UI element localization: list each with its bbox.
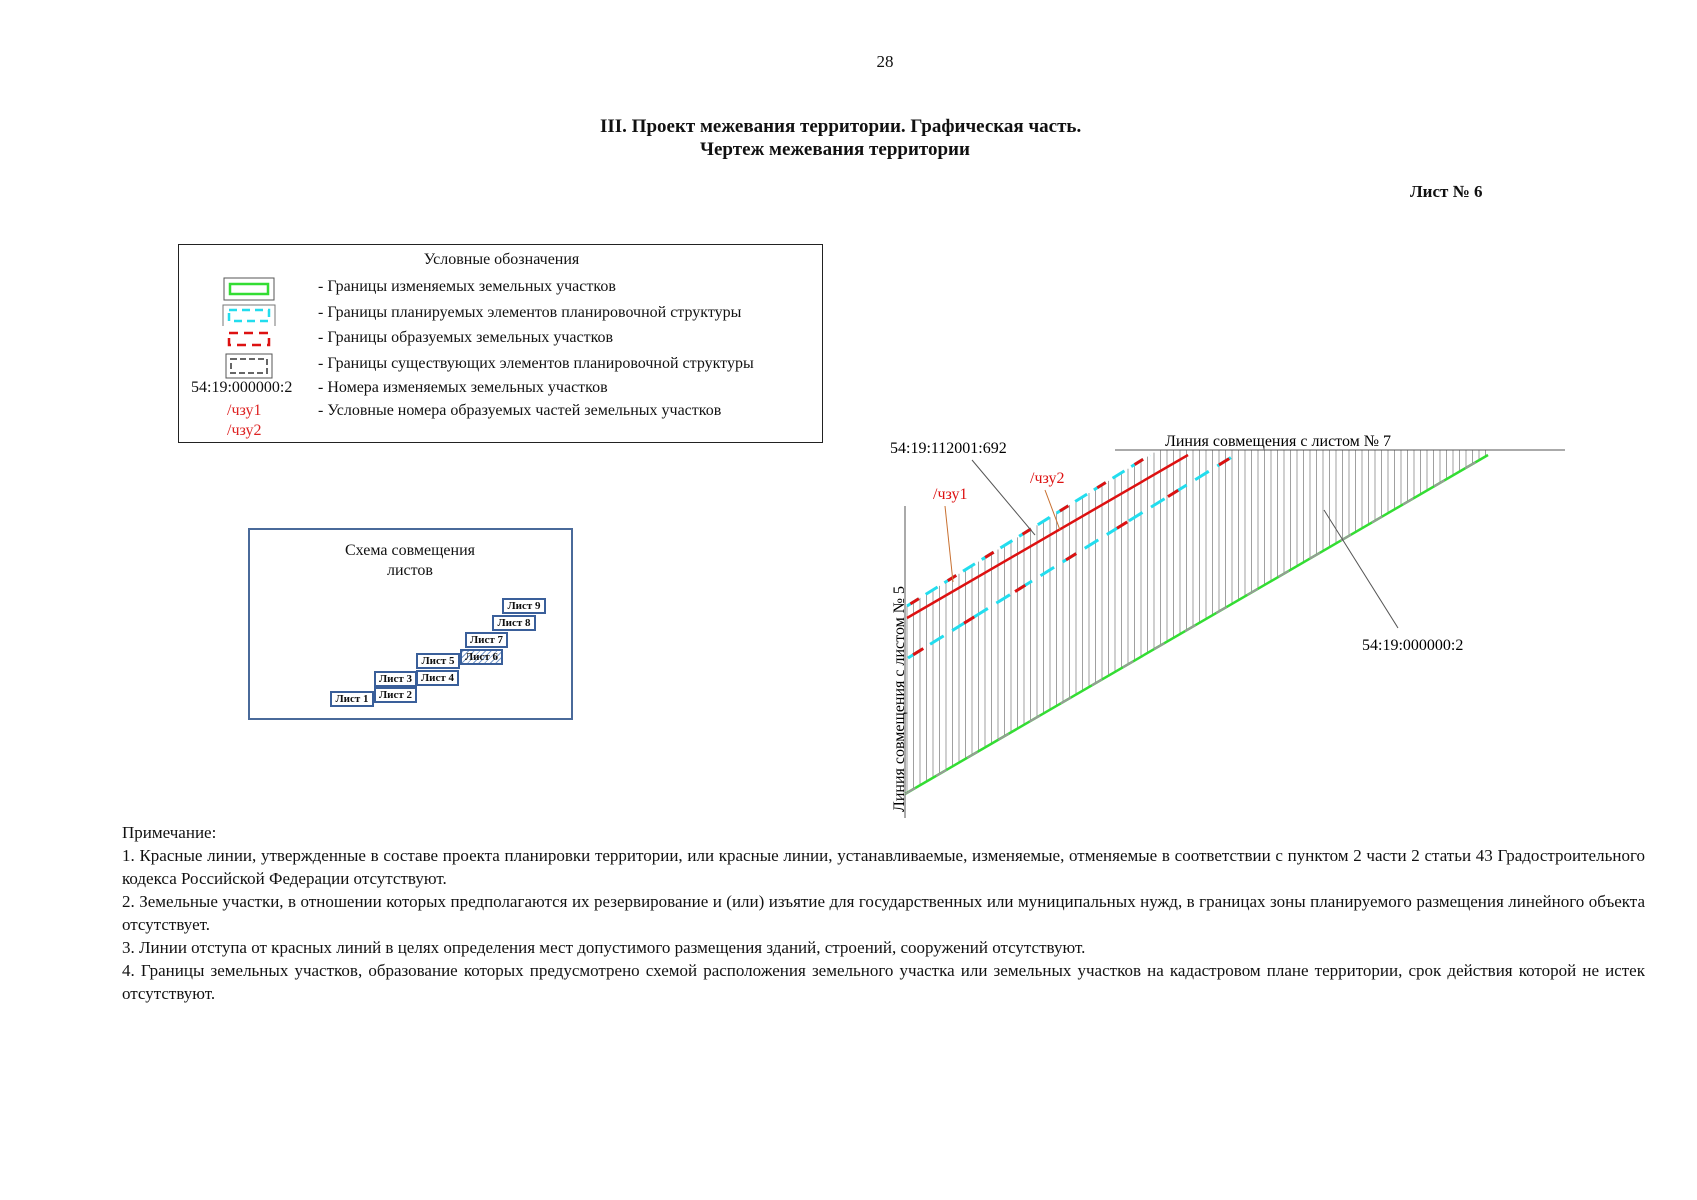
top-junction-label: Линия совмещения с листом № 7: [1165, 433, 1392, 450]
legend-title: Условные обозначения: [423, 251, 580, 268]
scheme-sheet-4: Лист 4: [416, 670, 459, 686]
left-junction-label: Линия совмещения с листом № 5: [891, 585, 908, 812]
legend-item-text: - Границы изменяемых земельных участков: [318, 278, 616, 295]
parcel-number-label: 54:19:112001:692: [890, 440, 1007, 457]
green-boundary-bottom: [905, 455, 1488, 794]
legend-item-text: - Границы существующих элементов планировочной структуры: [318, 355, 754, 372]
document-title: III. Проект межевания территории. Графическая часть.: [600, 116, 1082, 137]
note-item: 1. Красные линии, утвержденные в составе проекта планировки территории, или красные линии, устанавливаемые, изменяемые, отменяемые в соответствии с пунктом 2 части 2 статьи 43 Градостроительного кодекса Российской Федерации отсутствуют.: [122, 846, 1645, 888]
scheme-sheet-7: Лист 7: [465, 632, 508, 648]
part-number-label: /чзу1: [933, 486, 968, 503]
leader-line-part-2: [1045, 490, 1060, 530]
legend-item-text: - Номера изменяемых земельных участков: [318, 379, 608, 396]
notes-section: [122, 821, 1645, 1005]
legend-item-text: - Границы планируемых элементов планировочной структуры: [318, 304, 742, 321]
legend-parcel-number-sample: 54:19:000000:2: [191, 379, 293, 396]
note-item: 2. Земельные участки, в отношении которых предполагаются их резервирование и (или) изъятие для государственных или муниципальных нужд, в границах зоны планируемого размещения линейного объекта отсутствует.: [122, 892, 1645, 934]
legend-part-number-sample: /чзу2: [227, 422, 262, 439]
sheet-number-label: Лист № 6: [1410, 182, 1483, 201]
legend-item-text: - Границы образуемых земельных участков: [318, 329, 614, 346]
scheme-sheet-6-current: Лист 6: [460, 649, 503, 665]
scheme-sheet-2: Лист 2: [374, 687, 417, 703]
scheme-sheet-5: Лист 5: [416, 653, 460, 669]
note-item: 3. Линии отступа от красных линий в целях определения мест допустимого размещения зданий, строений, сооружений отсутствуют.: [122, 938, 1086, 957]
scheme-sheet-8: Лист 8: [492, 615, 536, 631]
sheet-scheme-title-line: листов: [387, 562, 433, 579]
scheme-sheet-3: Лист 3: [374, 671, 417, 687]
notes-heading: Примечание:: [122, 823, 217, 842]
scheme-sheet-9: Лист 9: [502, 598, 546, 614]
legend-item-text: - Условные номера образуемых частей земельных участков: [318, 402, 722, 419]
leader-line-part-1: [945, 506, 953, 582]
document-subtitle: Чертеж межевания территории: [700, 139, 970, 160]
part-number-label: /чзу2: [1030, 470, 1065, 487]
legend-part-number-sample: /чзу1: [227, 402, 262, 419]
page-number: 28: [876, 52, 894, 71]
leader-line-parcel-692: [972, 460, 1035, 535]
scheme-sheet-1: Лист 1: [330, 691, 374, 707]
note-item: 4. Границы земельных участков, образование которых предусмотрено схемой расположения земельного участка или земельных участков на кадастровом плане территории, срок действия которой не истек отсутствуют.: [122, 961, 1645, 1003]
sheet-scheme-title-line: Схема совмещения: [344, 542, 475, 559]
parcel-number-label: 54:19:000000:2: [1362, 637, 1464, 654]
